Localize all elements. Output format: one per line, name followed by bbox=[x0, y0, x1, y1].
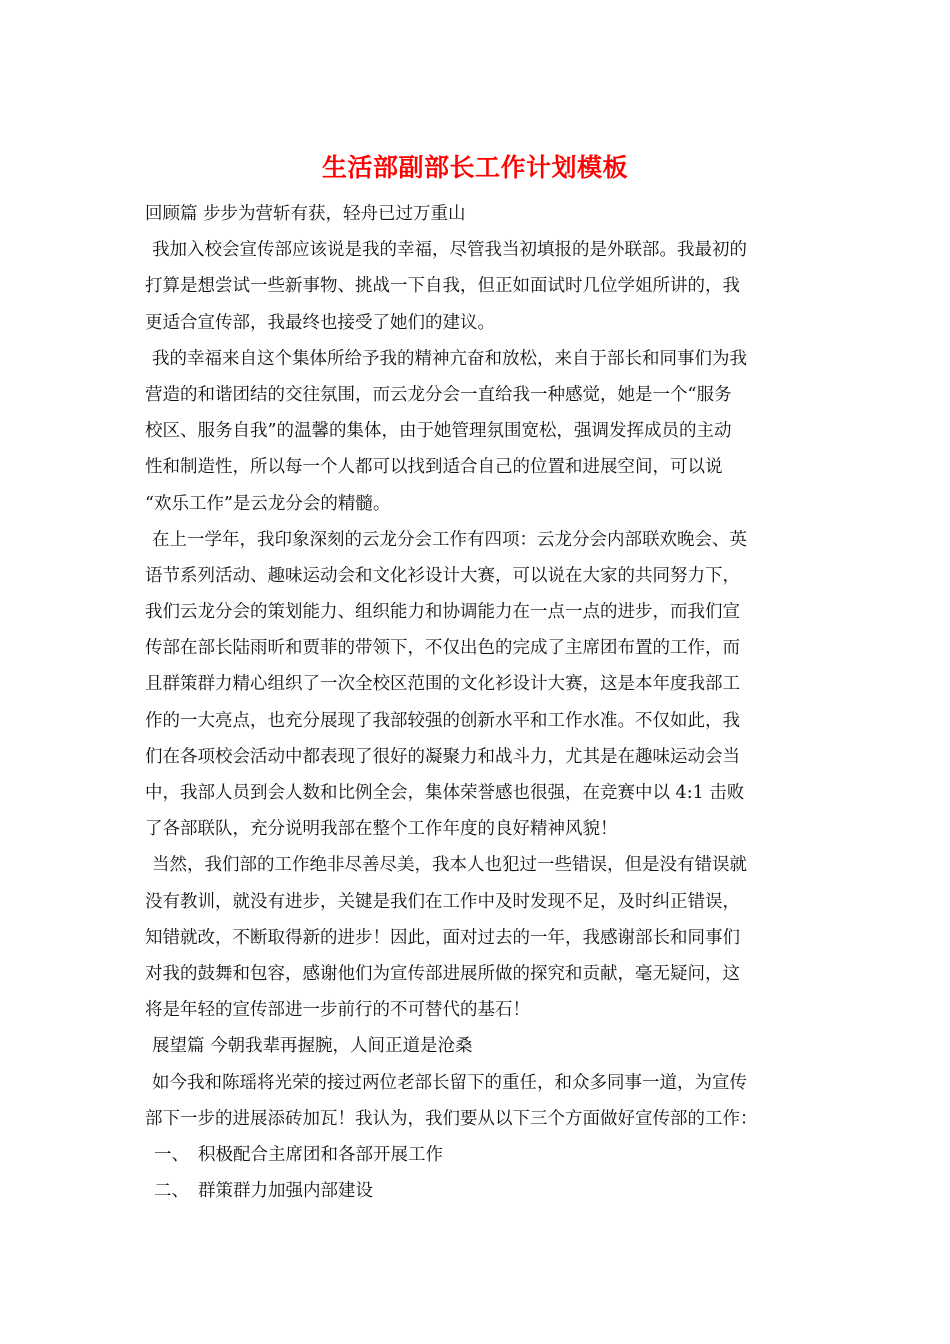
document-body bbox=[145, 196, 810, 1209]
list-item-text: 积极配合主席团和各部开展工作 bbox=[198, 1144, 443, 1165]
paragraph-line: 我的幸福来自这个集体所给予我的精神亢奋和放松，来自于部长和同事们为我 bbox=[152, 348, 747, 369]
paragraph-line: 作的一大亮点，也充分展现了我部较强的创新水平和工作水准。不仅如此，我 bbox=[145, 710, 740, 731]
paragraph-line: 营造的和谐团结的交往氛围，而云龙分会一直给我一种感觉，她是一个“服务 bbox=[145, 384, 732, 405]
paragraph-line: 知错就改，不断取得新的进步！因此，面对过去的一年，我感谢部长和同事们 bbox=[145, 927, 740, 948]
paragraph-line: 们在各项校会活动中都表现了很好的凝聚力和战斗力，尤其是在趣味运动会当 bbox=[145, 746, 740, 767]
list-item-text: 群策群力加强内部建设 bbox=[198, 1181, 373, 1202]
list-item bbox=[145, 1137, 810, 1173]
paragraph-line: 中，我部人员到会人数和比例全会，集体荣誉感也很强，在竞赛中以 4:1 击败 bbox=[145, 783, 745, 803]
paragraph-line: 传部在部长陆雨昕和贾菲的带领下，不仅出色的完成了主席团布置的工作，而 bbox=[145, 638, 740, 659]
section-heading-review: 回顾篇 步步为营斩有获，轻舟已过万重山 bbox=[145, 204, 466, 224]
document-title: 生活部副部长工作计划模板 bbox=[321, 153, 628, 182]
paragraph-line: 在上一学年，我印象深刻的云龙分会工作有四项：云龙分会内部联欢晚会、英 bbox=[152, 529, 747, 550]
section-heading-outlook: 展望篇 今朝我辈再握腕，人间正道是沧桑 bbox=[152, 1036, 473, 1057]
paragraph-line: 更适合宣传部，我最终也接受了她们的建议。 bbox=[145, 312, 495, 333]
paragraph-line: 我们云龙分会的策划能力、组织能力和协调能力在一点一点的进步，而我们宣 bbox=[145, 602, 740, 623]
paragraph-line: 语节系列活动、趣味运动会和文化衫设计大赛，可以说在大家的共同努力下， bbox=[145, 565, 740, 586]
paragraph-line: 如今我和陈瑶将光荣的接过两位老部长留下的重任，和众多同事一道，为宣传 bbox=[152, 1072, 747, 1093]
paragraph-line: 了各部联队，充分说明我部在整个工作年度的良好精神风貌！ bbox=[145, 819, 618, 840]
paragraph-line: 且群策群力精心组织了一次全校区范围的文化衫设计大赛，这是本年度我部工 bbox=[145, 674, 740, 695]
paragraph-line: 性和制造性，所以每一个人都可以找到适合自己的位置和进展空间，可以说 bbox=[145, 457, 723, 478]
list-item-number: 一、 bbox=[154, 1144, 189, 1165]
list-item-number: 二、 bbox=[154, 1181, 189, 1202]
paragraph-line: 打算是想尝试一些新事物、挑战一下自我，但正如面试时几位学姐所讲的，我 bbox=[145, 276, 740, 297]
paragraph-line: 没有教训，就没有进步，关键是我们在工作中及时发现不足，及时纠正错误， bbox=[145, 891, 740, 912]
paragraph-line: “欢乐工作”是云龙分会的精髓。 bbox=[145, 493, 391, 514]
paragraph-line: 对我的鼓舞和包容，感谢他们为宣传部进展所做的探究和贡献，毫无疑问，这 bbox=[145, 963, 740, 984]
paragraph-line: 我加入校会宣传部应该说是我的幸福，尽管我当初填报的是外联部。我最初的 bbox=[152, 240, 747, 261]
paragraph-line: 当然，我们部的工作绝非尽善尽美，我本人也犯过一些错误，但是没有错误就 bbox=[152, 855, 747, 876]
list-item bbox=[145, 1173, 810, 1209]
paragraph-line: 部下一步的进展添砖加瓦！我认为，我们要从以下三个方面做好宣传部的工作： bbox=[145, 1108, 758, 1129]
paragraph-line: 校区、服务自我”的温馨的集体，由于她管理氛围宽松，强调发挥成员的主动 bbox=[145, 421, 732, 442]
paragraph-line: 将是年轻的宣传部进一步前行的不可替代的基石！ bbox=[145, 1000, 530, 1021]
